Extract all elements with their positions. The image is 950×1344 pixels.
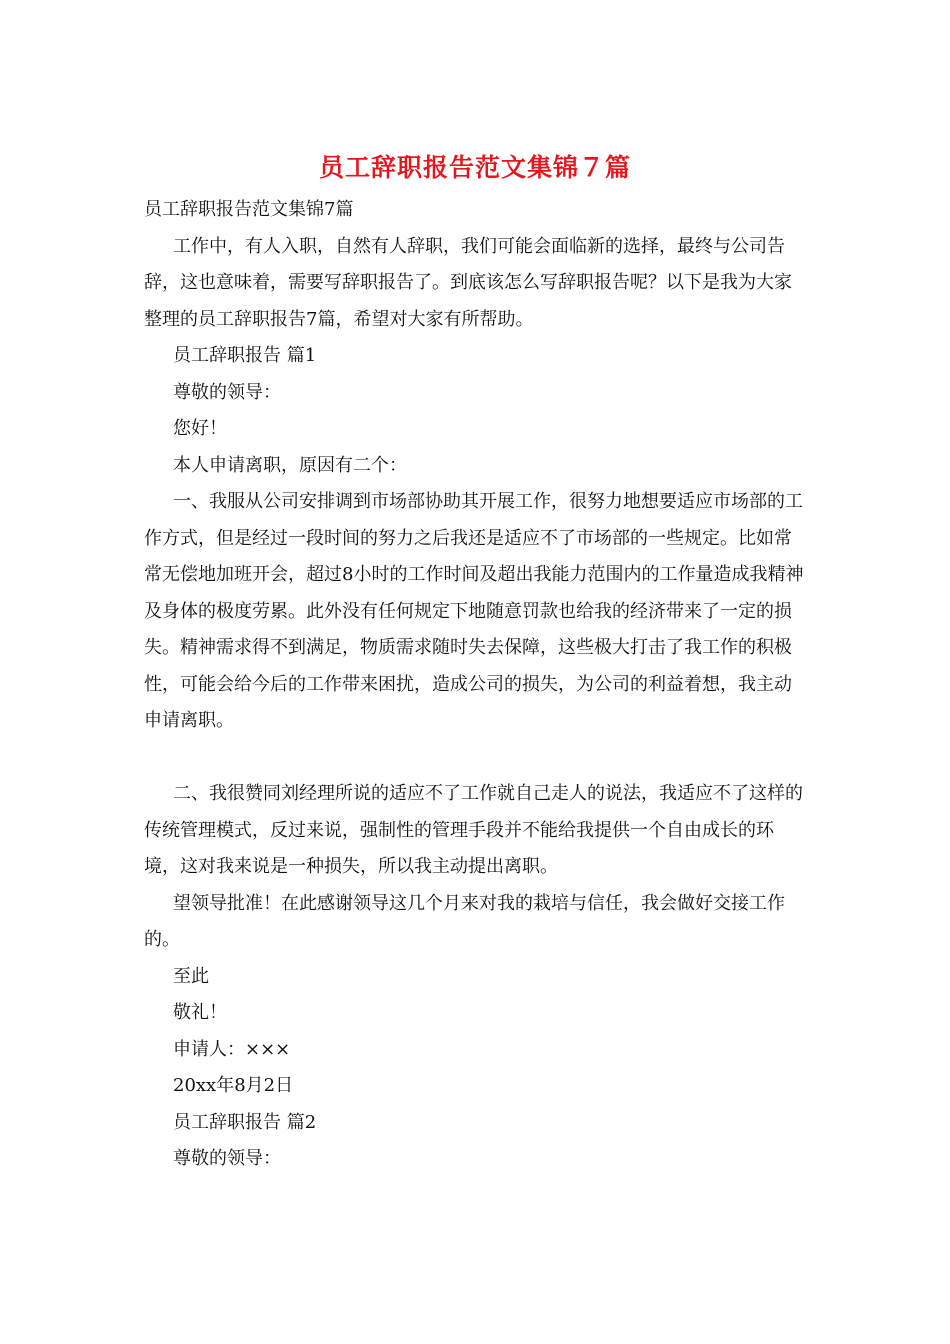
document-subtitle: 员工辞职报告范文集锦7篇 [144,199,354,220]
reason-two: 二、我很赞同刘经理所说的适应不了工作就自己走人的说法，我适应不了这样的传统管理模式，反过来说，强制性的管理手段并不能给我提供一个自由成长的环境，这对我来说是一种损失，所以我主动提出离职。 [144,783,803,877]
section-heading-2: 员工辞职报告 篇2 [173,1111,317,1133]
closing-request: 望领导批准！在此感谢领导这几个月来对我的栽培与信任，我会做好交接工作的。 [144,892,785,950]
date: 20xx年8月2日 [173,1075,294,1096]
intro-paragraph: 工作中，有人入职，自然有人辞职，我们可能会面临新的选择，最终与公司告辞，这也意味着，需要写辞职报告了。到底该怎么写辞职报告呢？以下是我为大家整理的员工辞职报告7篇，希望对大家有所帮助。 [144,235,792,330]
salute: 敬礼！ [173,1002,227,1023]
section-heading-1: 员工辞职报告 篇1 [173,345,317,366]
greeting: 您好！ [173,418,227,439]
closing-phrase: 至此 [173,965,209,987]
document-body [144,192,808,1178]
blank-line [144,740,808,777]
salutation: 尊敬的领导： [173,381,281,403]
applicant: 申请人：××× [173,1038,291,1060]
reason-intro: 本人申请离职，原因有二个： [173,454,407,476]
document-title: 员工辞职报告范文集锦７篇 [318,153,631,182]
reason-one: 一、我服从公司安排调到市场部协助其开展工作，很努力地想要适应市场部的工作方式，但是经过一段时间的努力之后我还是适应不了市场部的一些规定。比如常常无偿地加班开会，超过8小时的工作时间及超出我能力范围内的工作量造成我精神及身体的极度劳累。此外没有任何规定下地随意罚款也给我的经济带来了一定的损失。精神需求得不到满足，物质需求随时失去保障，这些极大打击了我工作的积极性，可能会给今后的工作带来困扰，造成公司的损失，为公司的利益着想，我主动申请离职。 [144,491,804,731]
salutation-2: 尊敬的领导： [173,1148,281,1169]
